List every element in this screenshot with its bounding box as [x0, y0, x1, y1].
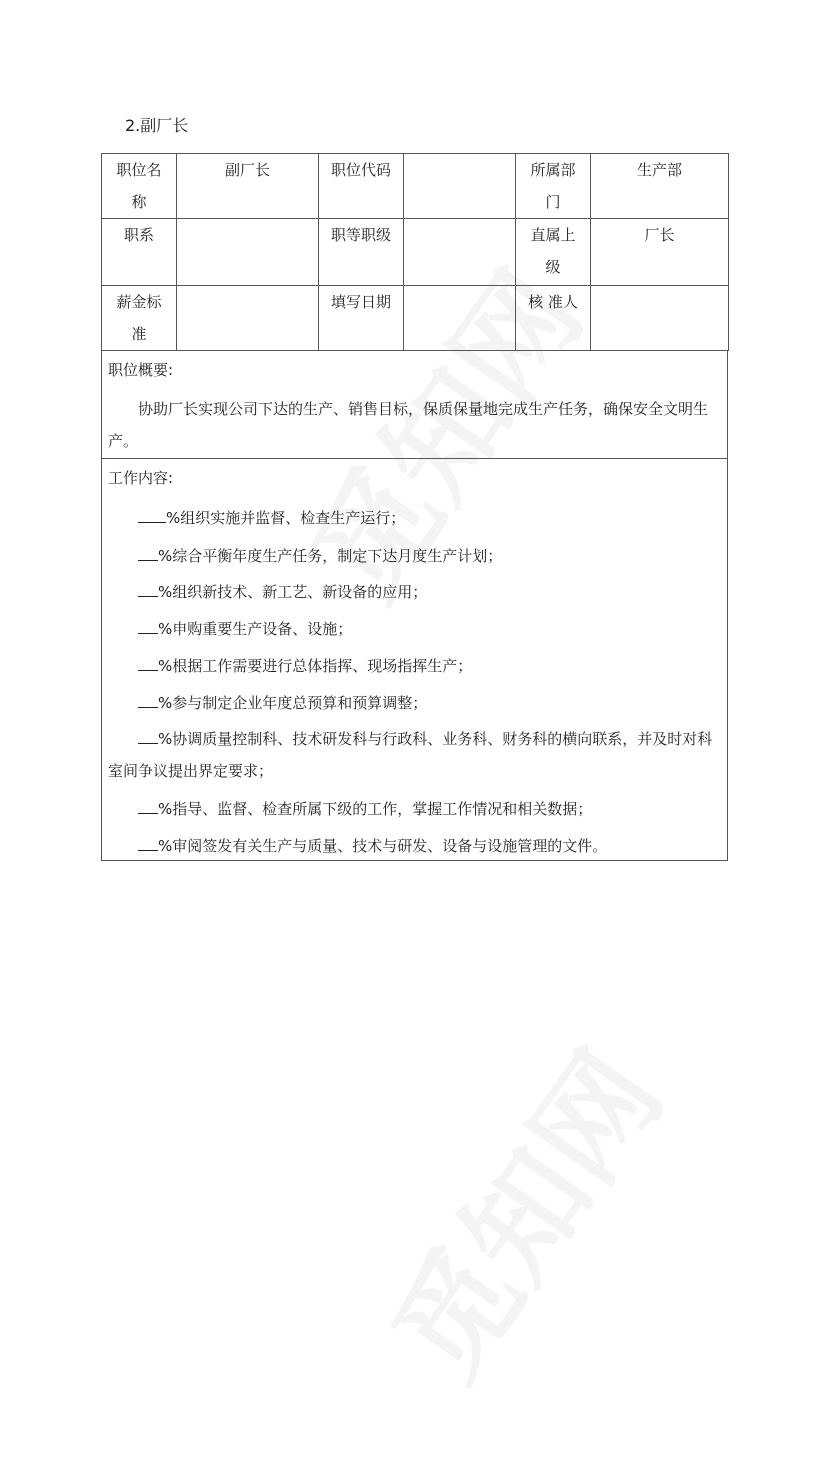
cell-value-position-code — [404, 154, 516, 219]
cell-label-department: 所属部门 — [516, 154, 591, 219]
duty-item-3: %组织新技术、新工艺、新设备的应用； — [138, 581, 721, 602]
job-summary-text: 协助厂长实现公司下达的生产、销售目标，保质保量地完成生产任务，确保安全文明生产。 — [108, 400, 709, 450]
cell-value-approver — [591, 286, 729, 351]
position-info-table — [101, 153, 729, 351]
watermark — [269, 959, 770, 1460]
cell-label-approver: 核 准人 — [516, 286, 591, 351]
duty-item-4: %申购重要生产设备、设施； — [138, 618, 721, 639]
cell-value-salary-standard — [177, 286, 319, 351]
duty-item-7: %协调质量控制科、技术研发科与行政科、业务科、财务科的横向联系，并及时对科室间争议提出界定要求； — [108, 730, 713, 780]
duty-item-2: %综合平衡年度生产任务，制定下达月度生产计划； — [138, 545, 721, 566]
cell-value-position-name: 副厂长 — [177, 154, 319, 219]
duty-item-5: %根据工作需要进行总体指挥、现场指挥生产； — [138, 655, 721, 676]
cell-value-job-family — [177, 219, 319, 286]
cell-label-salary-standard: 薪金标准 — [102, 286, 177, 351]
cell-value-fill-date — [404, 286, 516, 351]
duty-item-9: %审阅签发有关生产与质量、技术与研发、设备与设施管理的文件。 — [138, 835, 721, 856]
section-heading: 2.副厂长 — [125, 116, 189, 135]
cell-label-job-grade: 职等职级 — [319, 219, 404, 286]
job-content-label: 工作内容: — [108, 469, 174, 487]
duty-item-8: %指导、监督、检查所属下级的工作，掌握工作情况和相关数据； — [138, 798, 721, 819]
cell-label-position-name: 职位名称 — [102, 154, 177, 219]
cell-value-department: 生产部 — [591, 154, 729, 219]
cell-label-direct-supervisor: 直属上级 — [516, 219, 591, 286]
job-content-section — [101, 459, 728, 861]
duty-item-1: %组织实施并监督、检查生产运行； — [138, 507, 721, 528]
cell-value-direct-supervisor: 厂长 — [591, 219, 729, 286]
job-summary-label: 职位概要: — [108, 361, 174, 379]
job-summary-section — [101, 351, 728, 459]
cell-label-job-family: 职系 — [102, 219, 177, 286]
cell-value-job-grade — [404, 219, 516, 286]
cell-label-position-code: 职位代码 — [319, 154, 404, 219]
duty-item-6: %参与制定企业年度总预算和预算调整； — [138, 692, 721, 713]
cell-label-fill-date: 填写日期 — [319, 286, 404, 351]
